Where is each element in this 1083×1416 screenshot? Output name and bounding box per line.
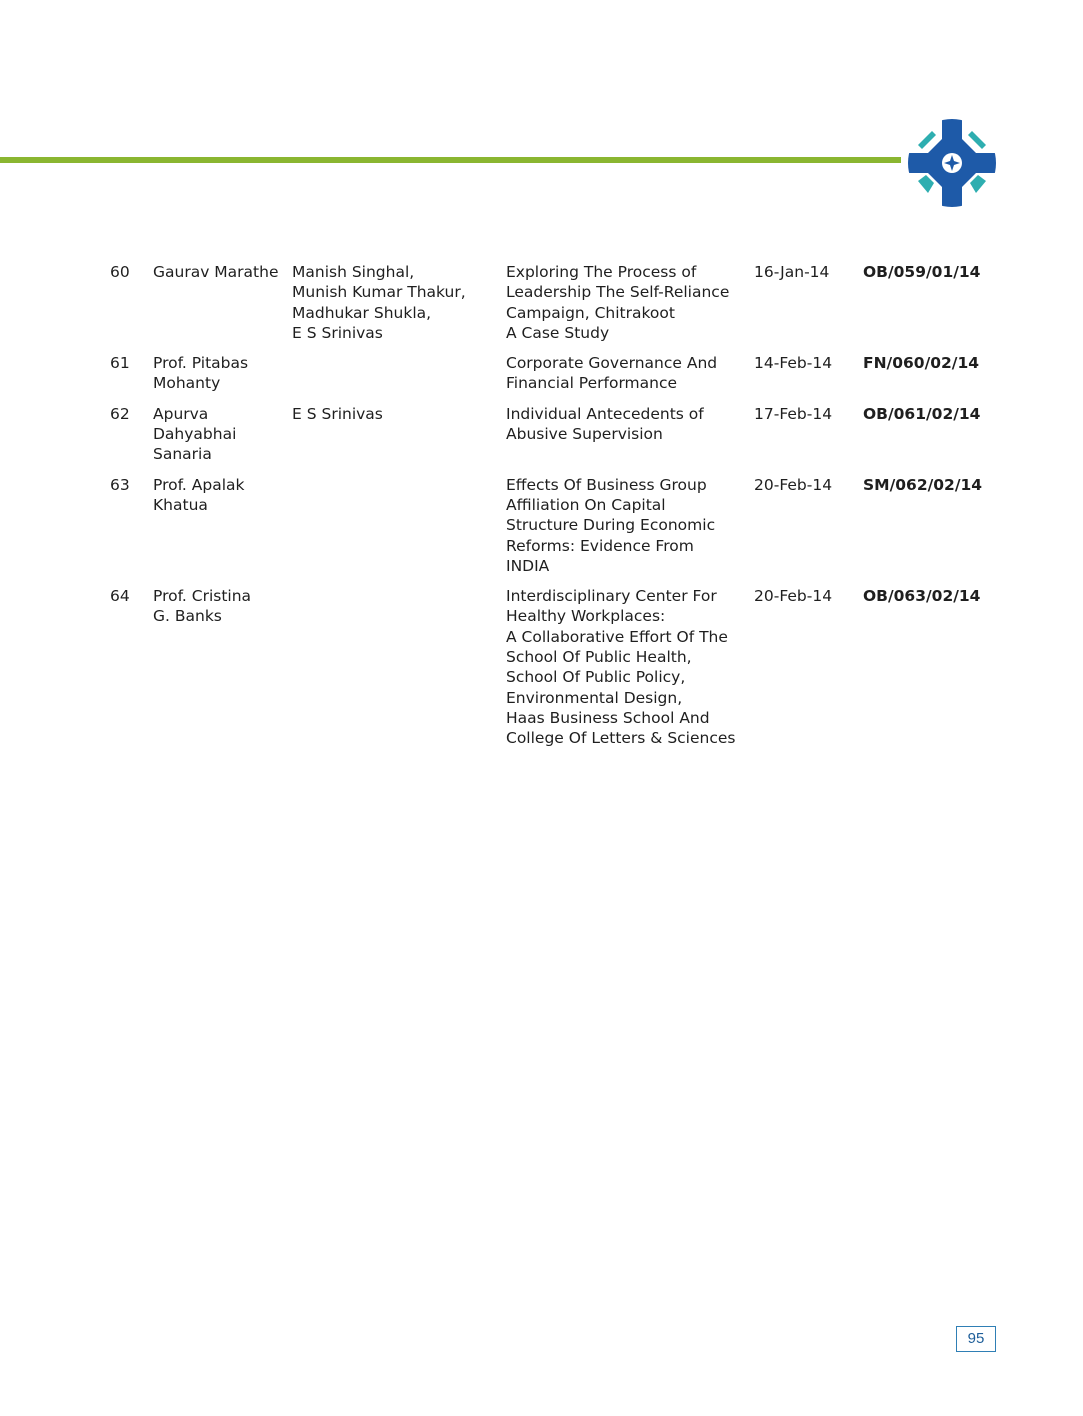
paper-date: 20-Feb-14 [754,475,833,494]
paper-code: OB/061/02/14 [863,404,981,423]
paper-title: Individual Antecedents of Abusive Supervision [506,404,704,444]
faculty-name: Apurva Dahyabhai Sanaria [153,404,237,464]
table-row [110,586,982,758]
paper-date: 16-Jan-14 [754,263,830,281]
co-authors: Manish Singhal, Munish Kumar Thakur, Madhukar Shukla, E S Srinivas [292,263,466,342]
table-row [110,353,982,404]
page-number: 95 [956,1326,996,1352]
paper-title: Corporate Governance And Financial Performance [506,354,718,393]
paper-date: 14-Feb-14 [754,354,833,373]
paper-code: OB/059/01/14 [863,263,981,281]
paper-date: 20-Feb-14 [754,587,833,606]
paper-title: Exploring The Process of Leadership The Self-Reliance Campaign, Chitrakoot A Case Study [506,263,730,342]
row-number: 63 [110,475,130,494]
publications-table [110,262,982,759]
table-row [110,262,982,353]
co-authors: E S Srinivas [292,404,383,423]
institute-logo [906,117,998,209]
row-number: 62 [110,404,130,423]
co-authors [292,586,506,758]
paper-code: FN/060/02/14 [863,354,980,373]
faculty-name: Prof. Pitabas Mohanty [153,354,249,393]
faculty-name: Prof. Cristina G. Banks [153,587,252,626]
faculty-name: Gaurav Marathe [153,263,279,281]
co-authors [292,475,506,586]
paper-title: Interdisciplinary Center For Healthy Workplaces: A Collaborative Effort Of The School Of Public Health, School Of Public Policy, Environmental Design, Haas Business School And College Of Letters & Sciences [506,587,736,748]
paper-title: Effects Of Business Group Affiliation On Capital Structure During Economic Reforms: Evidence From INDIA [506,475,716,575]
paper-code: SM/062/02/14 [863,475,983,494]
paper-code: OB/063/02/14 [863,587,981,606]
co-authors [292,353,506,404]
table-row [110,404,982,475]
header-rule [0,157,901,163]
row-number: 64 [110,587,130,606]
table-row [110,475,982,586]
row-number: 61 [110,354,130,373]
faculty-name: Prof. Apalak Khatua [153,475,245,514]
paper-date: 17-Feb-14 [754,404,833,423]
row-number: 60 [110,263,130,281]
